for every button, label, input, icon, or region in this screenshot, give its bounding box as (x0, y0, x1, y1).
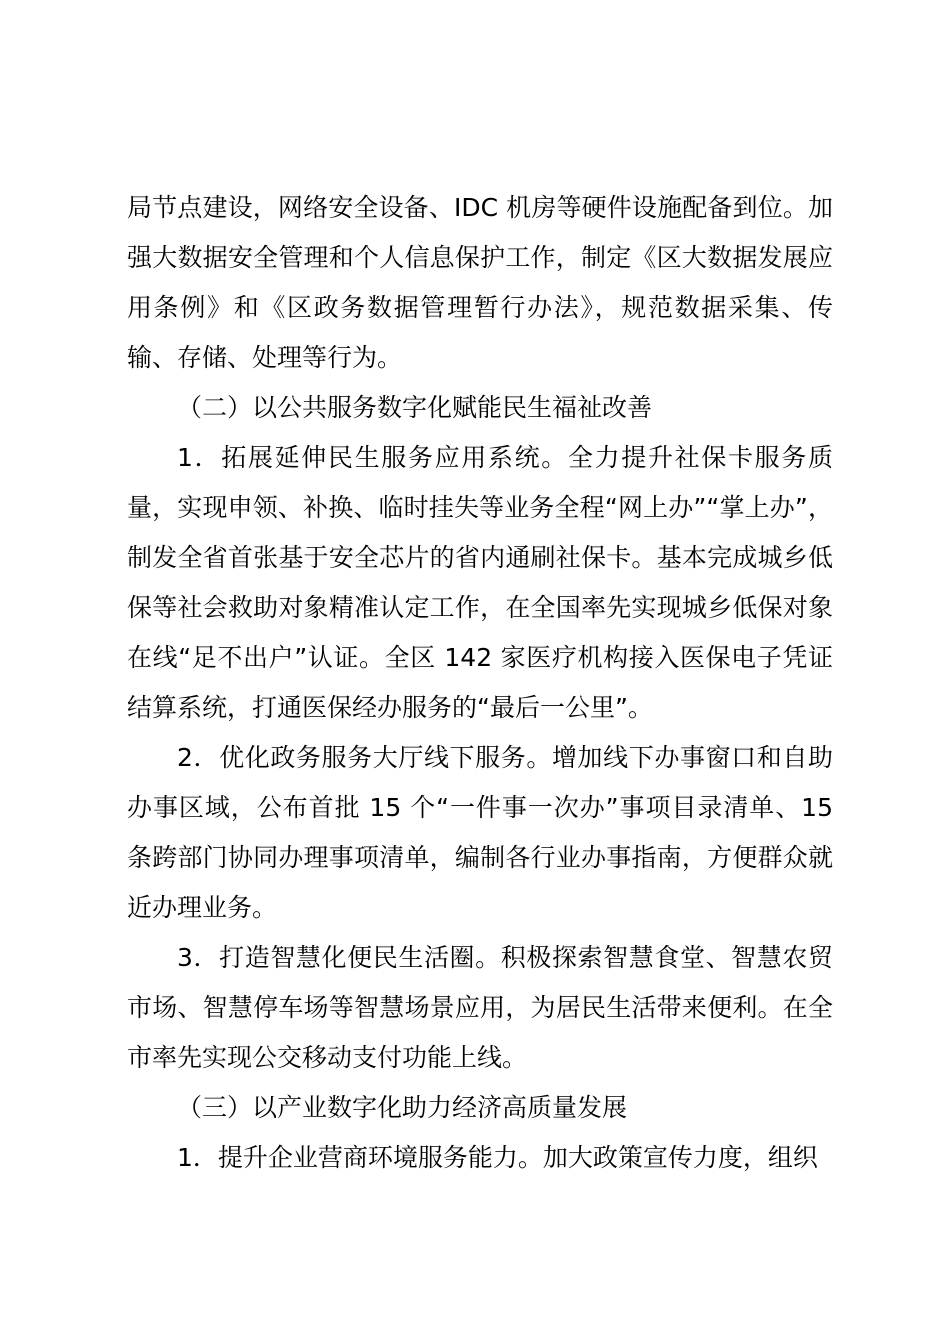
section-heading-2: （二）以公共服务数字化赋能民生福祉改善 (177, 393, 653, 422)
paragraph-item-1-section-3: 1．提升企业营商环境服务能力。加大政策宣传力度，组织 (177, 1143, 818, 1172)
document-body (127, 183, 833, 1183)
paragraph-item-1: 1．拓展延伸民生服务应用系统。全力提升社保卡服务质量，实现申领、补换、临时挂失等业务全程“网上办”“掌上办”，制发全省首张基于安全芯片的省内通刷社保卡。基本完成城乡低保等社会救助对象精准认定工作，在全国率先实现城乡低保对象在线“足不出户”认证。全区 142 家医疗机构接入医保电子凭证结算系统，打通医保经办服务的“最后一公里”。 (127, 443, 833, 722)
paragraph-item-2: 2．优化政务服务大厅线下服务。增加线下办事窗口和自助办事区域，公布首批 15 个“一件事一次办”事项目录清单、15 条跨部门协同办理事项清单，编制各行业办事指南，方便群众就近办理业务。 (127, 743, 833, 922)
paragraph-continuation: 局节点建设，网络安全设备、IDC 机房等硬件设施配备到位。加强大数据安全管理和个人信息保护工作，制定《区大数据发展应用条例》和《区政务数据管理暂行办法》，规范数据采集、传输、存储、处理等行为。 (127, 193, 833, 372)
paragraph-item-3: 3．打造智慧化便民生活圈。积极探索智慧食堂、智慧农贸市场、智慧停车场等智慧场景应用，为居民生活带来便利。在全市率先实现公交移动支付功能上线。 (127, 943, 833, 1072)
section-heading-3: （三）以产业数字化助力经济高质量发展 (177, 1093, 628, 1122)
